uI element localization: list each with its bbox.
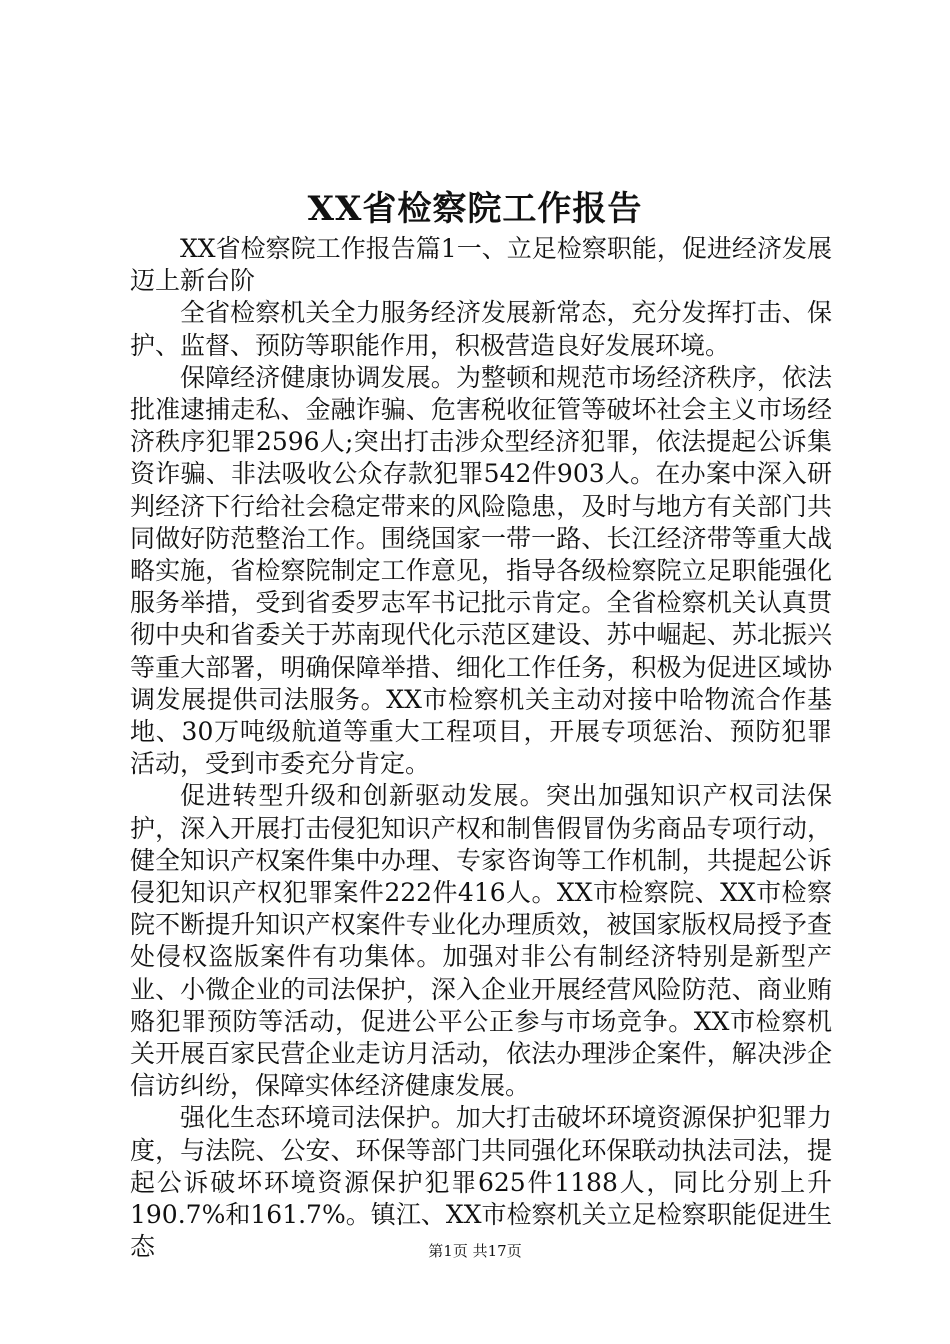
page-number-footer: 第1页 共17页 xyxy=(428,1242,522,1260)
paragraph-4: 促进转型升级和创新驱动发展。突出加强知识产权司法保护，深入开展打击侵犯知识产权和制售假冒伪劣商品专项行动，健全知识产权案件集中办理、专家咨询等工作机制，共提起公诉侵犯知识产权犯罪案件222件416人。XX市检察院、XX市检察院不断提升知识产权案件专业化办理质效，被国家版权局授予查处侵权盗版案件有功集体。加强对非公有制经济特别是新型产业、小微企业的司法保护，深入企业开展经营风险防范、商业贿赂犯罪预防等活动，促进公平公正参与市场竞争。XX市检察机关开展百家民营企业走访月活动，依法办理涉企案件，解决涉企信访纠纷，保障实体经济健康发展。 xyxy=(130,781,832,1101)
paragraph-1: XX省检察院工作报告篇1一、立足检察职能，促进经济发展迈上新台阶 xyxy=(130,234,832,296)
paragraph-3: 保障经济健康协调发展。为整顿和规范市场经济秩序，依法批准逮捕走私、金融诈骗、危害税收征管等破坏社会主义市场经济秩序犯罪2596人;突出打击涉众型经济犯罪，依法提起公诉集资诈骗、非法吸收公众存款犯罪542件903人。在办案中深入研判经济下行给社会稳定带来的风险隐患，及时与地方有关部门共同做好防范整治工作。围绕国家一带一路、长江经济带等重大战略实施，省检察院制定工作意见，指导各级检察院立足职能强化服务举措，受到省委罗志军书记批示肯定。全省检察机关认真贯彻中央和省委关于苏南现代化示范区建设、苏中崛起、苏北振兴等重大部署，明确保障举措、细化工作任务，积极为促进区域协调发展提供司法服务。XX市检察机关主动对接中哈物流合作基地、30万吨级航道等重大工程项目，开展专项惩治、预防犯罪活动，受到市委充分肯定。 xyxy=(130,362,832,779)
document-title: XX省检察院工作报告 xyxy=(307,189,643,229)
paragraph-5: 强化生态环境司法保护。加大打击破坏环境资源保护犯罪力度，与法院、公安、环保等部门共同强化环保联动执法司法，提起公诉破坏环境资源保护犯罪625件1188人，同比分别上升190.7%和161.7%。镇江、XX市检察机关立足检察职能促进生态 xyxy=(130,1103,832,1262)
paragraph-2: 全省检察机关全力服务经济发展新常态，充分发挥打击、保护、监督、预防等职能作用，积极营造良好发展环境。 xyxy=(130,298,832,360)
document-body xyxy=(130,233,832,1264)
